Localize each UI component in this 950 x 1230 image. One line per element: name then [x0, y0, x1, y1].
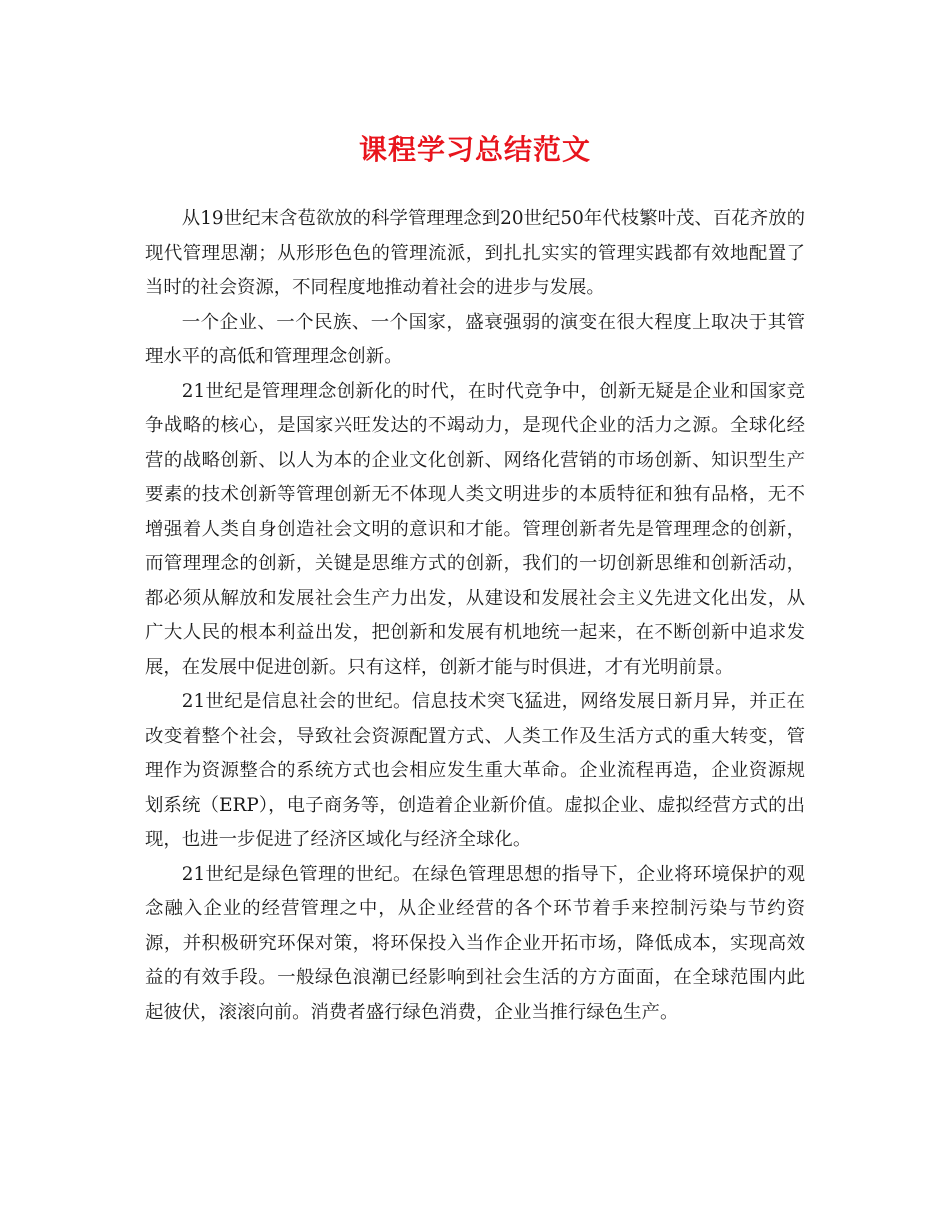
paragraph-1: 从19世纪末含苞欲放的科学管理理念到20世纪50年代枝繁叶茂、百花齐放的现代管理思潮；从形形色色的管理流派，到扎扎实实的管理实践都有效地配置了当时的社会资源，不同程度地推动着社会的进步与发展。 — [145, 208, 805, 298]
paragraph-5: 21世纪是绿色管理的世纪。在绿色管理思想的指导下，企业将环境保护的观念融入企业的经营管理之中，从企业经营的各个环节着手来控制污染与节约资源，并积极研究环保对策，将环保投入当作企业开拓市场，降低成本，实现高效益的有效手段。一般绿色浪潮已经影响到社会生活的方方面面，在全球范围内此起彼伏，滚滚向前。消费者盛行绿色消费，企业当推行绿色生产。 — [145, 863, 805, 1023]
paragraph-3: 21世纪是管理理念创新化的时代，在时代竞争中，创新无疑是企业和国家竞争战略的核心，是国家兴旺发达的不竭动力，是现代企业的活力之源。全球化经营的战略创新、以人为本的企业文化创新、网络化营销的市场创新、知识型生产要素的技术创新等管理创新无不体现人类文明进步的本质特征和独有品格，无不增强着人类自身创造社会文明的意识和才能。管理创新者先是管理理念的创新，而管理理念的创新，关键是思维方式的创新，我们的一切创新思维和创新活动，都必须从解放和发展社会生产力出发，从建设和发展社会主义先进文化出发，从广大人民的根本利益出发，把创新和发展有机地统一起来，在不断创新中追求发展，在发展中促进创新。只有这样，创新才能与时俱进，才有光明前景。 — [145, 380, 805, 678]
paragraph-2: 一个企业、一个民族、一个国家，盛衰强弱的演变在很大程度上取决于其管理水平的高低和管理理念创新。 — [145, 311, 805, 367]
document-body — [145, 202, 805, 1030]
paragraph-4: 21世纪是信息社会的世纪。信息技术突飞猛进，网络发展日新月异，并正在改变着整个社会，导致社会资源配置方式、人类工作及生活方式的重大转变，管理作为资源整合的系统方式也会相应发生重大革命。企业流程再造，企业资源规划系统（ERP），电子商务等，创造着企业新价值。虚拟企业、虚拟经营方式的出现，也进一步促进了经济区域化与经济全球化。 — [145, 691, 805, 850]
page-title: 课程学习总结范文 — [358, 133, 591, 166]
